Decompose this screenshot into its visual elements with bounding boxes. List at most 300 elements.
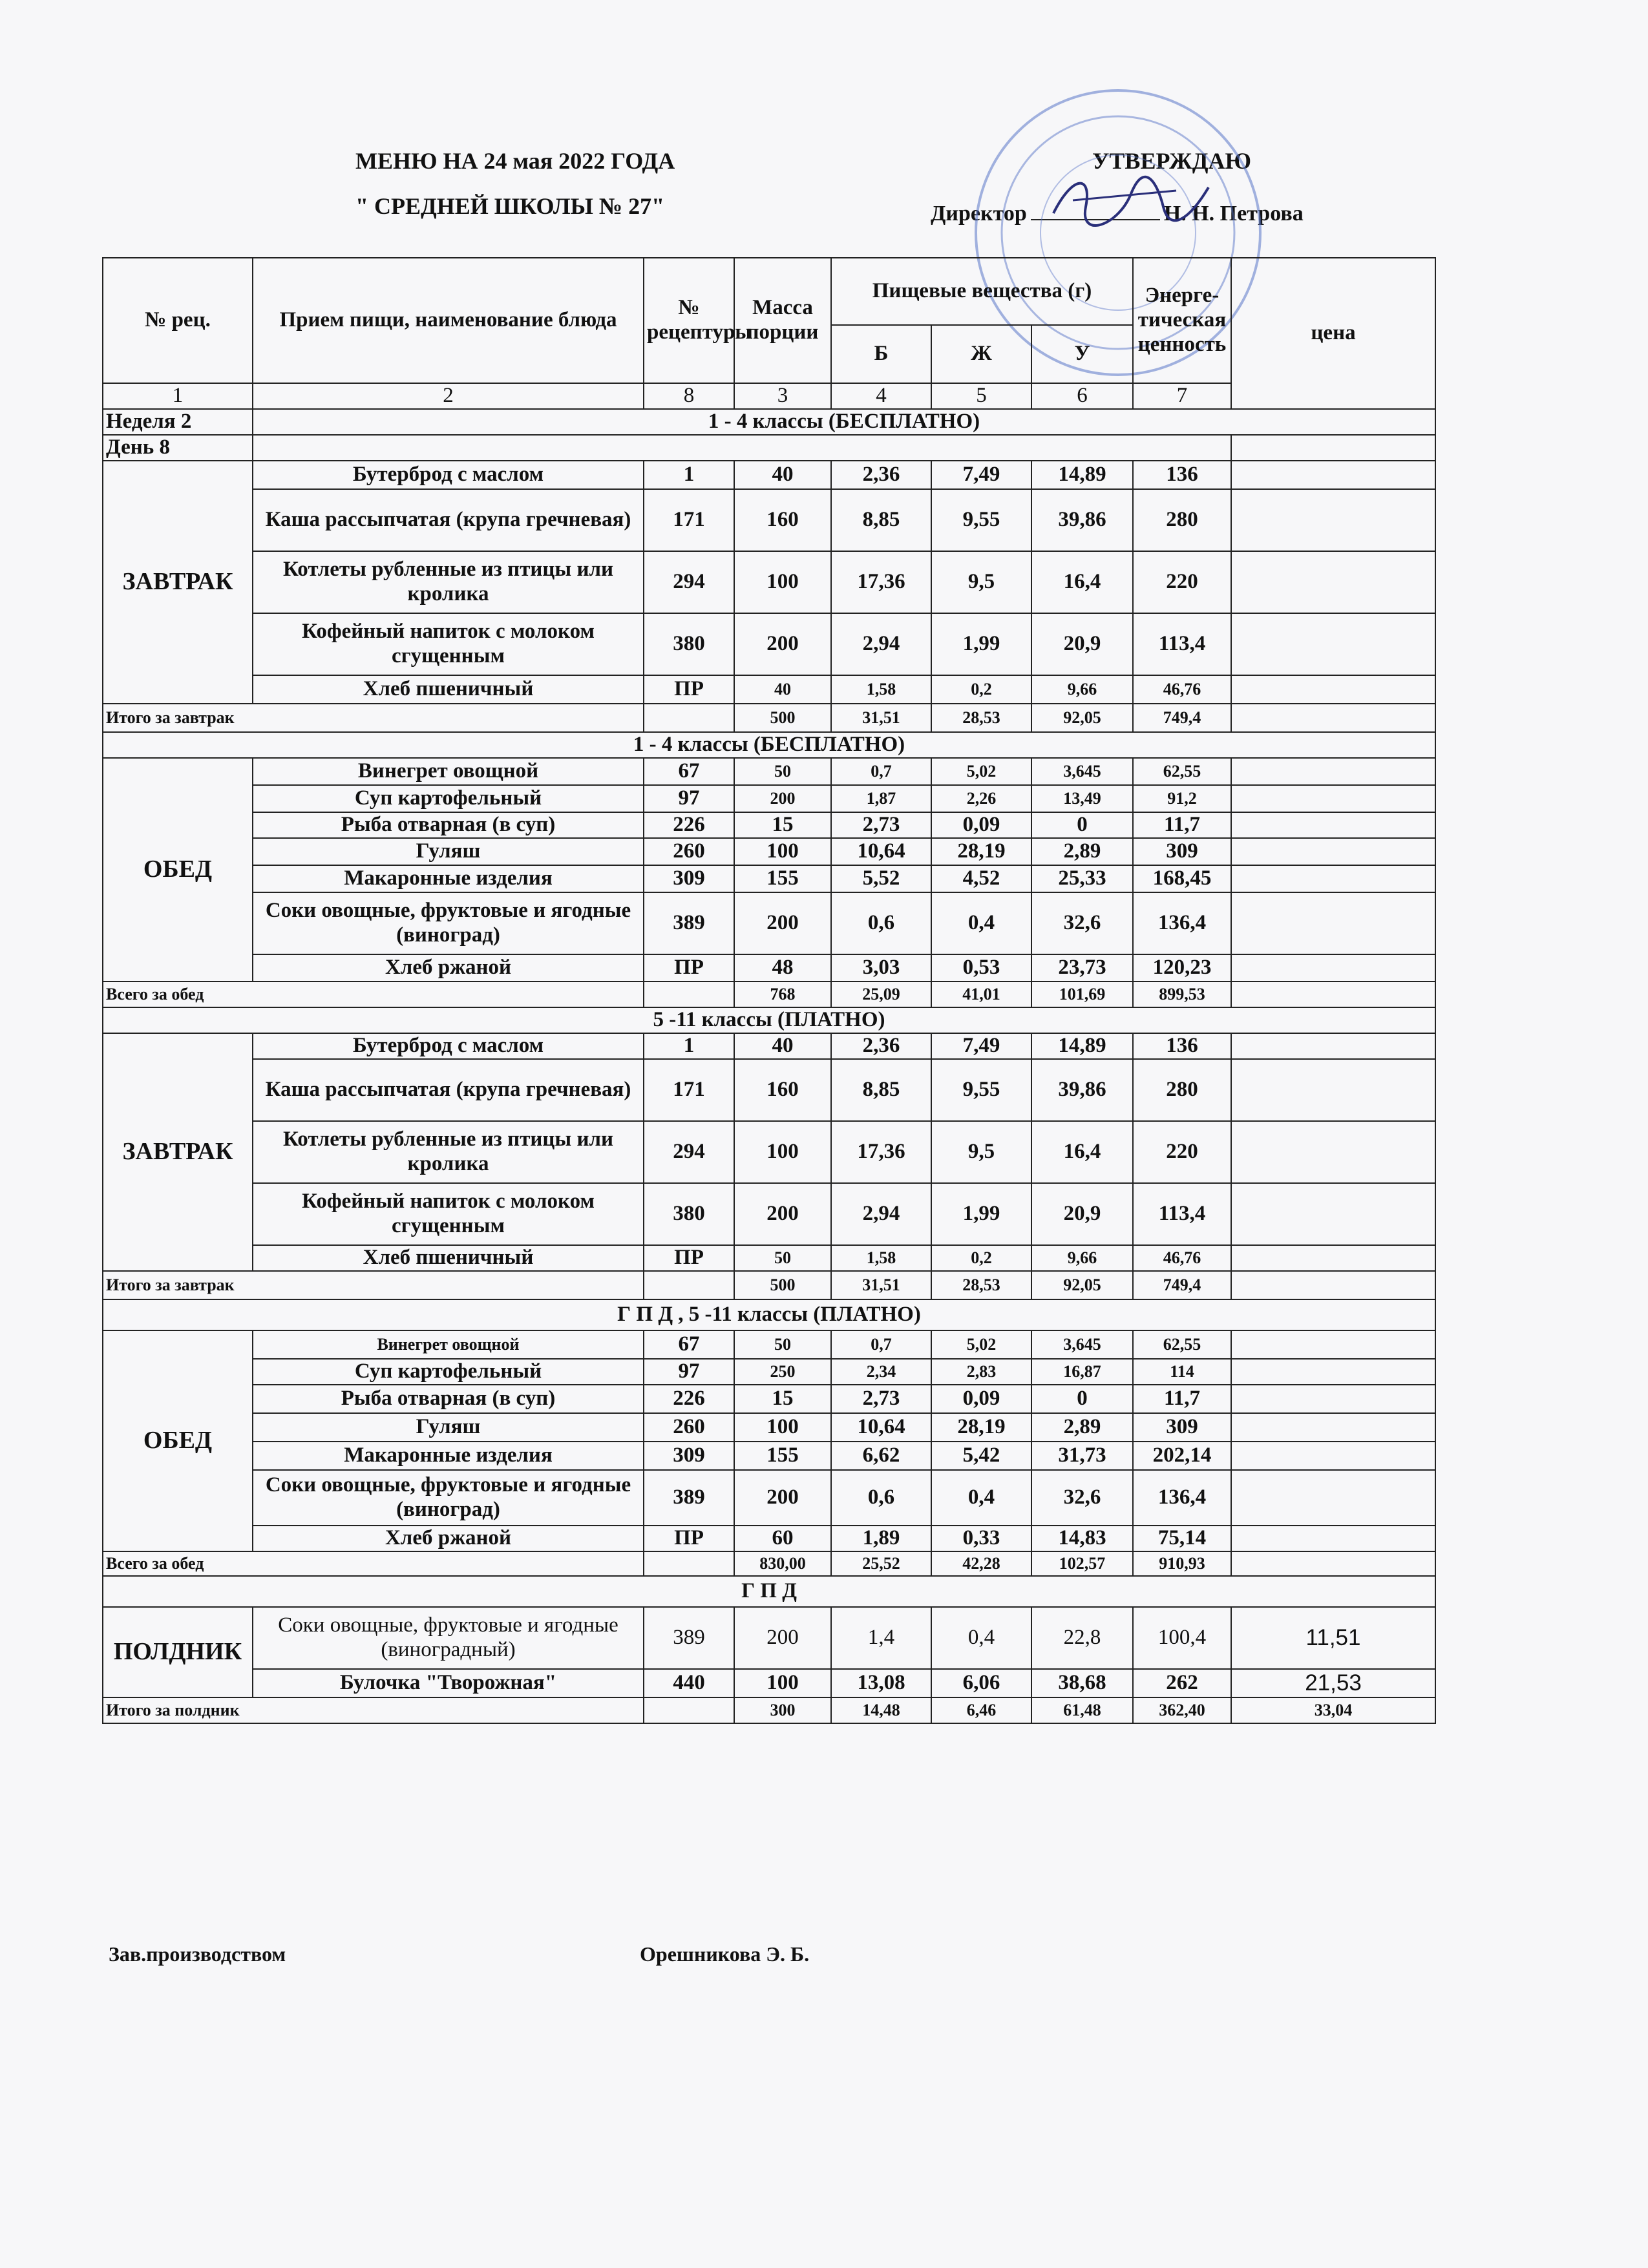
dish-name: Бутерброд с маслом: [253, 1033, 644, 1059]
total-value: 300: [734, 1697, 831, 1723]
dish-price: [1231, 613, 1435, 675]
dish-value: 200: [734, 1607, 831, 1669]
dish-value: 120,23: [1133, 954, 1231, 982]
dish-value: 2,36: [831, 1033, 931, 1059]
dish-name: Винегрет овощной: [253, 758, 644, 785]
dish-value: 0,4: [931, 892, 1031, 954]
dish-value: 280: [1133, 489, 1231, 551]
day-row: [103, 435, 1435, 461]
dish-value: 155: [734, 1442, 831, 1470]
dish-value: 7,49: [931, 461, 1031, 489]
dish-price: [1231, 1470, 1435, 1526]
dish-value: 200: [734, 1470, 831, 1526]
dish-name: Суп картофельный: [253, 785, 644, 812]
table-cell: [1231, 1271, 1435, 1299]
dish-value: 200: [734, 785, 831, 812]
dish-name: Булочка "Творожная": [253, 1669, 644, 1697]
dish-name: Кофейный напиток с молоком сгущенным: [253, 613, 644, 675]
dish-value: 20,9: [1031, 613, 1133, 675]
dish-value: 2,94: [831, 613, 931, 675]
total-label: Итого за завтрак: [103, 1271, 644, 1299]
col-nutrients: Пищевые вещества (г): [831, 258, 1133, 325]
total-value: 500: [734, 1271, 831, 1299]
total-value: 749,4: [1133, 704, 1231, 732]
dish-value: 3,645: [1031, 758, 1133, 785]
section-title: 1 - 4 классы (БЕСПЛАТНО): [103, 732, 1435, 758]
dish-row: [103, 461, 1435, 489]
col-dish: Прием пищи, наименование блюда: [253, 258, 644, 383]
menu-table: [102, 257, 1436, 1724]
dish-value: 6,06: [931, 1669, 1031, 1697]
dish-value: ПР: [644, 954, 734, 982]
dish-price: [1231, 1413, 1435, 1442]
meal-label: ОБЕД: [103, 1330, 253, 1551]
dish-value: 0,33: [931, 1526, 1031, 1551]
dish-value: 13,08: [831, 1669, 931, 1697]
dish-name: Хлеб ржаной: [253, 1526, 644, 1551]
dish-value: 91,2: [1133, 785, 1231, 812]
dish-value: 15: [734, 812, 831, 838]
section-row: [103, 409, 1435, 435]
column-number: 4: [831, 383, 931, 409]
dish-value: 25,33: [1031, 865, 1133, 892]
total-row: [103, 1697, 1435, 1723]
dish-value: 13,49: [1031, 785, 1133, 812]
total-value: 31,51: [831, 1271, 931, 1299]
dish-value: 2,73: [831, 1385, 931, 1413]
dish-name: Бутерброд с маслом: [253, 461, 644, 489]
dish-value: 5,42: [931, 1442, 1031, 1470]
menu-table-body: [103, 258, 1435, 1723]
meal-label: ЗАВТРАК: [103, 1033, 253, 1271]
dish-value: 2,26: [931, 785, 1031, 812]
dish-value: 3,03: [831, 954, 931, 982]
dish-value: 39,86: [1031, 1059, 1133, 1121]
dish-value: 40: [734, 675, 831, 704]
total-value: 28,53: [931, 704, 1031, 732]
table-cell: [644, 704, 734, 732]
dish-value: 1,4: [831, 1607, 931, 1669]
dish-value: 5,02: [931, 1330, 1031, 1359]
dish-value: 10,64: [831, 838, 931, 865]
dish-value: 100: [734, 838, 831, 865]
section-title: Г П Д: [103, 1576, 1435, 1607]
dish-name: Соки овощные, фруктовые и ягодные (виноградный): [253, 1607, 644, 1669]
dish-value: 0,6: [831, 892, 931, 954]
table-cell: [644, 1271, 734, 1299]
dish-value: 14,89: [1031, 1033, 1133, 1059]
dish-value: 9,55: [931, 1059, 1031, 1121]
dish-name: Винегрет овощной: [253, 1330, 644, 1359]
total-value: 6,46: [931, 1697, 1031, 1723]
dish-row: [103, 954, 1435, 982]
total-value: 14,48: [831, 1697, 931, 1723]
dish-value: 100: [734, 551, 831, 613]
dish-value: 17,36: [831, 551, 931, 613]
dish-value: 202,14: [1133, 1442, 1231, 1470]
dish-value: 14,89: [1031, 461, 1133, 489]
dish-value: 0,4: [931, 1470, 1031, 1526]
dish-value: 2,83: [931, 1359, 1031, 1385]
dish-value: 309: [1133, 838, 1231, 865]
dish-row: [103, 551, 1435, 613]
dish-value: 22,8: [1031, 1607, 1133, 1669]
dish-price: [1231, 954, 1435, 982]
dish-value: 114: [1133, 1359, 1231, 1385]
dish-value: 16,87: [1031, 1359, 1133, 1385]
dish-value: 50: [734, 758, 831, 785]
dish-value: 1: [644, 1033, 734, 1059]
total-row: [103, 704, 1435, 732]
dish-value: 15: [734, 1385, 831, 1413]
dish-value: 171: [644, 489, 734, 551]
dish-value: 67: [644, 758, 734, 785]
dish-name: Кофейный напиток с молоком сгущенным: [253, 1183, 644, 1245]
total-value: 92,05: [1031, 1271, 1133, 1299]
total-label: Всего за обед: [103, 982, 644, 1007]
dish-value: 250: [734, 1359, 831, 1385]
table-cell: [1231, 1551, 1435, 1576]
dish-value: 1,99: [931, 613, 1031, 675]
dish-value: 294: [644, 1121, 734, 1183]
dish-value: 1,99: [931, 1183, 1031, 1245]
dish-price: [1231, 1059, 1435, 1121]
dish-value: 32,6: [1031, 1470, 1133, 1526]
dish-value: 46,76: [1133, 1245, 1231, 1271]
dish-value: 0,09: [931, 812, 1031, 838]
dish-value: 7,49: [931, 1033, 1031, 1059]
dish-value: 136: [1133, 1033, 1231, 1059]
total-value: 830,00: [734, 1551, 831, 1576]
total-value: 41,01: [931, 982, 1031, 1007]
dish-row: [103, 675, 1435, 704]
dish-value: 2,34: [831, 1359, 931, 1385]
dish-value: 38,68: [1031, 1669, 1133, 1697]
approve-label: УТВЕРЖДАЮ: [1092, 148, 1252, 174]
director-label: Директор: [931, 202, 1027, 226]
dish-value: 2,36: [831, 461, 931, 489]
column-number: 2: [253, 383, 644, 409]
table-cell: [644, 1697, 734, 1723]
dish-row: [103, 1245, 1435, 1271]
dish-value: 2,89: [1031, 1413, 1133, 1442]
dish-value: 8,85: [831, 489, 931, 551]
dish-value: 136,4: [1133, 1470, 1231, 1526]
dish-row: [103, 1669, 1435, 1697]
dish-value: 62,55: [1133, 1330, 1231, 1359]
dish-value: 2,94: [831, 1183, 931, 1245]
dish-value: 389: [644, 1607, 734, 1669]
dish-value: 40: [734, 461, 831, 489]
dish-row: [103, 1121, 1435, 1183]
dish-value: 20,9: [1031, 1183, 1133, 1245]
dish-value: 9,55: [931, 489, 1031, 551]
total-value: 749,4: [1133, 1271, 1231, 1299]
dish-name: Хлеб пшеничный: [253, 675, 644, 704]
dish-value: 380: [644, 1183, 734, 1245]
dish-price: [1231, 785, 1435, 812]
dish-price: [1231, 812, 1435, 838]
dish-value: 389: [644, 892, 734, 954]
column-number: 5: [931, 383, 1031, 409]
dish-value: 50: [734, 1245, 831, 1271]
dish-value: 220: [1133, 551, 1231, 613]
dish-value: 0,2: [931, 1245, 1031, 1271]
dish-value: 10,64: [831, 1413, 931, 1442]
col-rec-no: № рец.: [103, 258, 253, 383]
dish-row: [103, 785, 1435, 812]
dish-value: 113,4: [1133, 613, 1231, 675]
dish-value: 200: [734, 1183, 831, 1245]
dish-name: Соки овощные, фруктовые и ягодные (виноград): [253, 892, 644, 954]
total-row: [103, 1551, 1435, 1576]
meal-label: ПОЛДНИК: [103, 1607, 253, 1697]
meal-label: ОБЕД: [103, 758, 253, 982]
dish-row: [103, 1526, 1435, 1551]
dish-value: 200: [734, 892, 831, 954]
dish-value: ПР: [644, 1245, 734, 1271]
dish-value: 8,85: [831, 1059, 931, 1121]
meal-label: ЗАВТРАК: [103, 461, 253, 704]
total-price: 33,04: [1231, 1697, 1435, 1723]
dish-value: 97: [644, 1359, 734, 1385]
column-number: 8: [644, 383, 734, 409]
dish-value: 1: [644, 461, 734, 489]
dish-value: 17,36: [831, 1121, 931, 1183]
dish-row: [103, 1470, 1435, 1526]
dish-value: 380: [644, 613, 734, 675]
dish-value: 5,02: [931, 758, 1031, 785]
total-value: 102,57: [1031, 1551, 1133, 1576]
dish-value: 23,73: [1031, 954, 1133, 982]
dish-name: Котлеты рубленные из птицы или кролика: [253, 1121, 644, 1183]
dish-price: [1231, 461, 1435, 489]
dish-value: 11,7: [1133, 812, 1231, 838]
dish-row: [103, 1330, 1435, 1359]
dish-value: 160: [734, 1059, 831, 1121]
col-mass: Масса порции: [734, 258, 831, 383]
dish-name: Макаронные изделия: [253, 1442, 644, 1470]
table-cell: [1231, 982, 1435, 1007]
section-row: [103, 1007, 1435, 1033]
dish-price: [1231, 1183, 1435, 1245]
dish-price: [1231, 551, 1435, 613]
dish-value: 226: [644, 812, 734, 838]
week-label: Неделя 2: [103, 409, 253, 435]
dish-name: Гуляш: [253, 838, 644, 865]
section-title: 5 -11 классы (ПЛАТНО): [103, 1007, 1435, 1033]
total-value: 25,52: [831, 1551, 931, 1576]
dish-value: 389: [644, 1470, 734, 1526]
dish-name: Котлеты рубленные из птицы или кролика: [253, 551, 644, 613]
dish-value: ПР: [644, 675, 734, 704]
dish-price: 21,53: [1231, 1669, 1435, 1697]
director-signature: [1047, 162, 1215, 239]
dish-value: 67: [644, 1330, 734, 1359]
dish-value: 280: [1133, 1059, 1231, 1121]
dish-value: 4,52: [931, 865, 1031, 892]
total-value: 101,69: [1031, 982, 1133, 1007]
col-price: цена: [1231, 258, 1435, 409]
dish-value: 28,19: [931, 838, 1031, 865]
footer-name: Орешникова Э. Б.: [640, 1942, 810, 1966]
dish-value: 60: [734, 1526, 831, 1551]
dish-value: 155: [734, 865, 831, 892]
section-row: [103, 732, 1435, 758]
dish-row: [103, 892, 1435, 954]
total-row: [103, 1271, 1435, 1299]
dish-value: 200: [734, 613, 831, 675]
col-energy: Энерге-тическая ценность: [1133, 258, 1231, 383]
dish-value: 309: [1133, 1413, 1231, 1442]
dish-value: 309: [644, 865, 734, 892]
dish-value: 0,2: [931, 675, 1031, 704]
dish-value: 75,14: [1133, 1526, 1231, 1551]
dish-price: [1231, 1526, 1435, 1551]
dish-value: 11,7: [1133, 1385, 1231, 1413]
table-cell: [1231, 435, 1435, 461]
total-value: 42,28: [931, 1551, 1031, 1576]
table-cell: [644, 1551, 734, 1576]
dish-price: [1231, 1245, 1435, 1271]
dish-value: 0,4: [931, 1607, 1031, 1669]
dish-value: 0,7: [831, 1330, 931, 1359]
dish-row: [103, 812, 1435, 838]
total-value: 362,40: [1133, 1697, 1231, 1723]
dish-price: [1231, 1330, 1435, 1359]
dish-value: 136: [1133, 461, 1231, 489]
total-value: 25,09: [831, 982, 931, 1007]
dish-name: Каша рассыпчатая (крупа гречневая): [253, 489, 644, 551]
section-title: Г П Д , 5 -11 классы (ПЛАТНО): [103, 1299, 1435, 1330]
total-value: 31,51: [831, 704, 931, 732]
dish-value: 5,52: [831, 865, 931, 892]
dish-value: 100,4: [1133, 1607, 1231, 1669]
column-number: 3: [734, 383, 831, 409]
total-label: Всего за обед: [103, 1551, 644, 1576]
dish-price: [1231, 1121, 1435, 1183]
dish-value: 50: [734, 1330, 831, 1359]
table-cell: [253, 435, 1231, 461]
dish-value: 16,4: [1031, 551, 1133, 613]
dish-value: 0,09: [931, 1385, 1031, 1413]
total-value: 768: [734, 982, 831, 1007]
dish-row: [103, 758, 1435, 785]
dish-value: 9,66: [1031, 675, 1133, 704]
dish-price: [1231, 892, 1435, 954]
total-row: [103, 982, 1435, 1007]
column-number: 7: [1133, 383, 1231, 409]
dish-value: 220: [1133, 1121, 1231, 1183]
dish-value: 1,58: [831, 675, 931, 704]
dish-value: 1,89: [831, 1526, 931, 1551]
total-label: Итого за завтрак: [103, 704, 644, 732]
dish-name: Гуляш: [253, 1413, 644, 1442]
dish-value: ПР: [644, 1526, 734, 1551]
dish-value: 309: [644, 1442, 734, 1470]
dish-value: 260: [644, 1413, 734, 1442]
dish-value: 100: [734, 1669, 831, 1697]
dish-value: 9,5: [931, 551, 1031, 613]
dish-row: [103, 1385, 1435, 1413]
total-value: 500: [734, 704, 831, 732]
dish-row: [103, 1442, 1435, 1470]
dish-row: [103, 865, 1435, 892]
menu-title: МЕНЮ НА 24 мая 2022 ГОДА: [355, 148, 675, 174]
dish-price: [1231, 675, 1435, 704]
total-value: 28,53: [931, 1271, 1031, 1299]
dish-value: 6,62: [831, 1442, 931, 1470]
dish-value: 3,645: [1031, 1330, 1133, 1359]
dish-value: 294: [644, 551, 734, 613]
dish-value: 0,7: [831, 758, 931, 785]
dish-value: 31,73: [1031, 1442, 1133, 1470]
dish-row: [103, 1033, 1435, 1059]
dish-value: 0: [1031, 812, 1133, 838]
dish-price: [1231, 758, 1435, 785]
dish-value: 9,66: [1031, 1245, 1133, 1271]
dish-price: [1231, 1359, 1435, 1385]
dish-name: Каша рассыпчатая (крупа гречневая): [253, 1059, 644, 1121]
dish-price: [1231, 865, 1435, 892]
dish-value: 97: [644, 785, 734, 812]
school-name: " СРЕДНЕЙ ШКОЛЫ № 27": [355, 193, 665, 219]
table-cell: [1231, 704, 1435, 732]
dish-row: [103, 1607, 1435, 1669]
dish-value: 171: [644, 1059, 734, 1121]
footer-position: Зав.производством: [109, 1942, 286, 1966]
dish-name: Рыба отварная (в суп): [253, 1385, 644, 1413]
day-label: День 8: [103, 435, 253, 461]
dish-value: 40: [734, 1033, 831, 1059]
col-u: У: [1031, 325, 1133, 383]
dish-value: 1,58: [831, 1245, 931, 1271]
dish-row: [103, 1183, 1435, 1245]
total-value: 61,48: [1031, 1697, 1133, 1723]
dish-row: [103, 1059, 1435, 1121]
dish-price: [1231, 1033, 1435, 1059]
total-value: 899,53: [1133, 982, 1231, 1007]
dish-value: 262: [1133, 1669, 1231, 1697]
dish-price: 11,51: [1231, 1607, 1435, 1669]
table-cell: [644, 982, 734, 1007]
dish-row: [103, 1359, 1435, 1385]
dish-name: Макаронные изделия: [253, 865, 644, 892]
dish-name: Хлеб пшеничный: [253, 1245, 644, 1271]
dish-value: 160: [734, 489, 831, 551]
dish-value: 226: [644, 1385, 734, 1413]
dish-value: 14,83: [1031, 1526, 1133, 1551]
section-row: [103, 1576, 1435, 1607]
dish-name: Суп картофельный: [253, 1359, 644, 1385]
total-value: 92,05: [1031, 704, 1133, 732]
director-name: Н. Н. Петрова: [1163, 202, 1304, 226]
dish-value: 28,19: [931, 1413, 1031, 1442]
dish-value: 2,89: [1031, 838, 1133, 865]
total-value: 910,93: [1133, 1551, 1231, 1576]
dish-value: 168,45: [1133, 865, 1231, 892]
header-row: [103, 258, 1435, 291]
col-b: Б: [831, 325, 931, 383]
dish-value: 0,6: [831, 1470, 931, 1526]
dish-name: Хлеб ржаной: [253, 954, 644, 982]
dish-value: 16,4: [1031, 1121, 1133, 1183]
col-zh: Ж: [931, 325, 1031, 383]
dish-name: Рыба отварная (в суп): [253, 812, 644, 838]
dish-value: 113,4: [1133, 1183, 1231, 1245]
dish-value: 46,76: [1133, 675, 1231, 704]
dish-row: [103, 613, 1435, 675]
